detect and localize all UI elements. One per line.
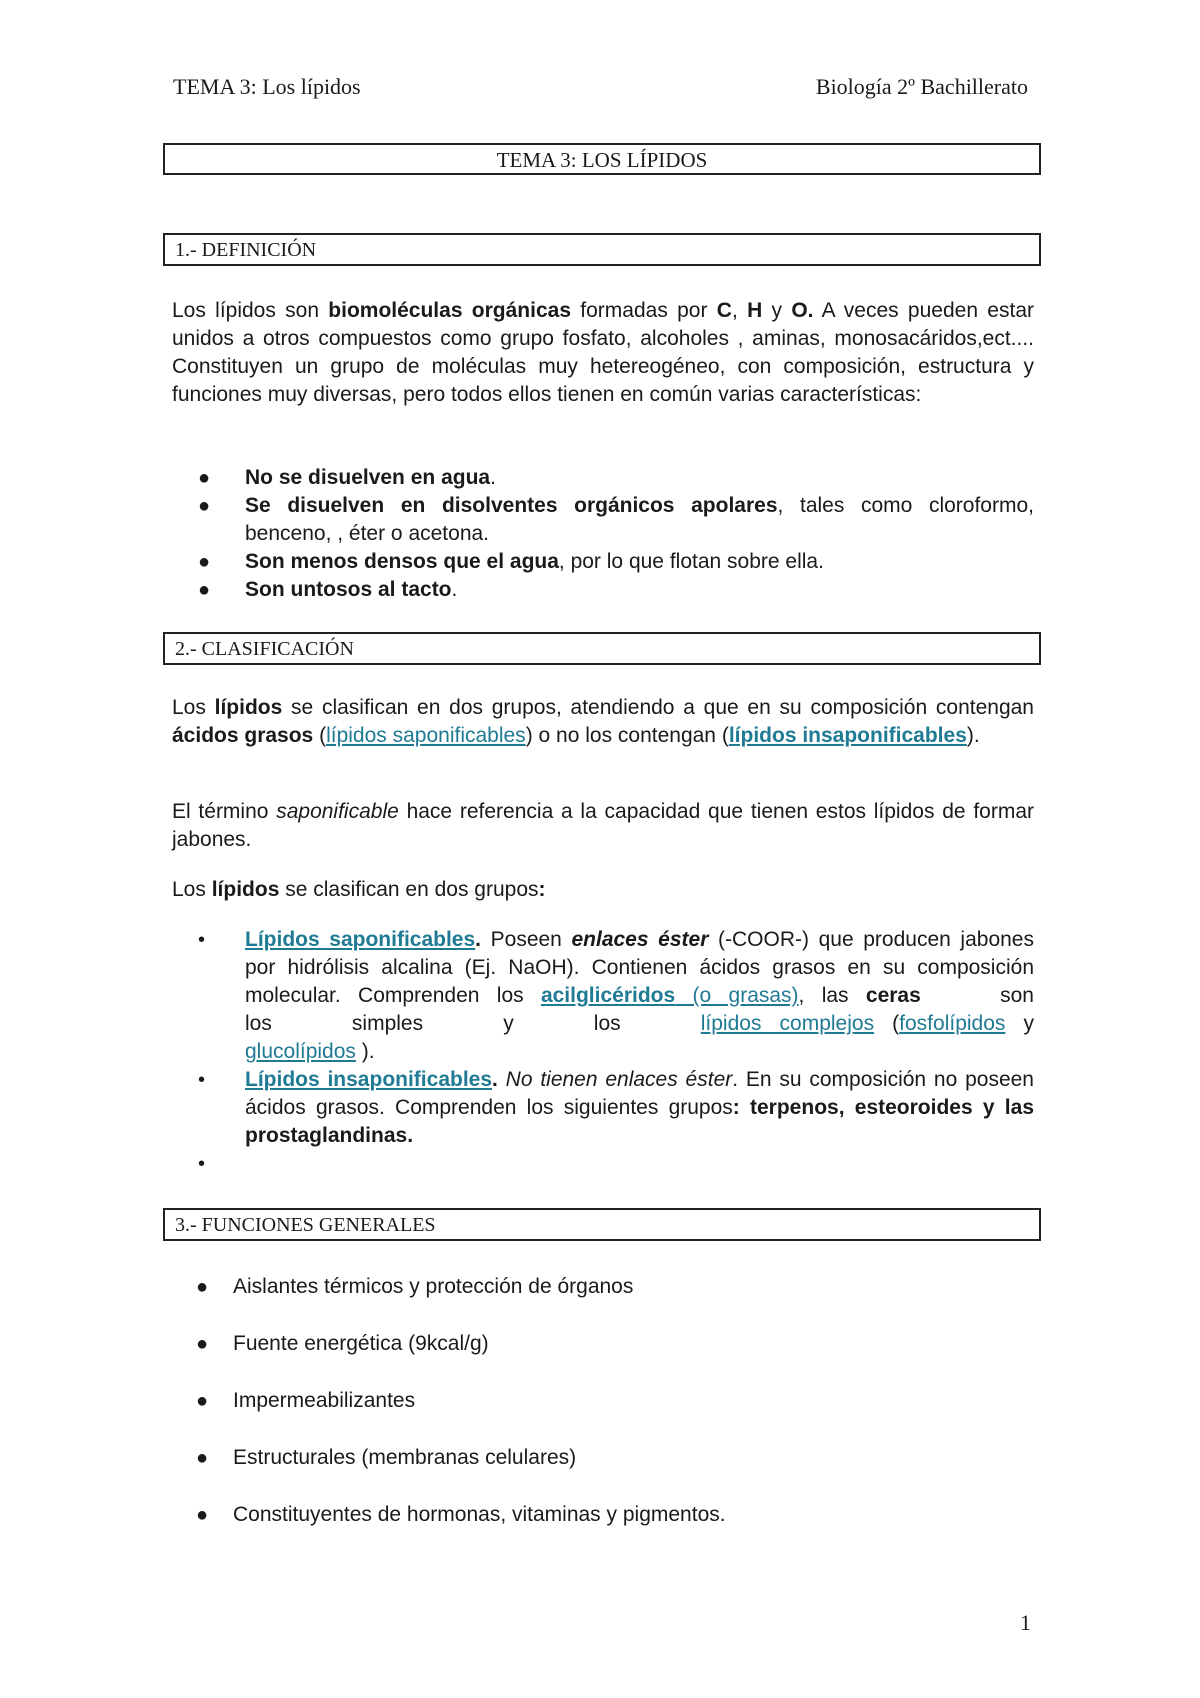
bullet-icon: ●: [198, 495, 211, 517]
bullet-icon: ●: [196, 1276, 209, 1298]
header-left: TEMA 3: Los lípidos: [173, 74, 361, 99]
page-number: 1: [1020, 1610, 1031, 1635]
bullet-icon: ●: [198, 467, 211, 489]
characteristics-list: [172, 464, 1034, 604]
glucolipidos-link[interactable]: glucolípidos: [245, 1040, 356, 1063]
grasas-link[interactable]: (o grasas): [675, 984, 799, 1007]
definition-paragraph: Los lípidos son biomoléculas orgánicas formadas por C, H y O. A veces pueden estar unidos a otros compuestos como grupo fosfato, alcoholes , aminas, monosacáridos,ect.... Constituyen un grupo de moléculas muy hetereogéneo, con composición, estructura y funciones muy diversas, pero todos ellos tienen en común varias características:: [172, 299, 1034, 406]
section-3-heading: 3.- FUNCIONES GENERALES: [163, 1208, 1041, 1241]
lipidos-saponificables-link[interactable]: Lípidos saponificables: [245, 928, 476, 951]
page-title: TEMA 3: LOS LÍPIDOS: [163, 143, 1041, 175]
bullet-icon: •: [198, 1153, 206, 1175]
list-item: ● Constituyentes de hormonas, vitaminas y pigmentos.: [172, 1501, 1034, 1558]
list-item: ● Fuente energética (9kcal/g): [172, 1330, 1034, 1387]
header-right: Biología 2º Bachillerato: [815, 74, 1028, 99]
bullet-icon: ●: [196, 1504, 209, 1526]
bullet-icon: ●: [196, 1390, 209, 1412]
saponifiable-link[interactable]: lípidos saponificables: [326, 724, 526, 747]
classification-paragraph: Los lípidos se clasifican en dos grupos, atendiendo a que en su composición contengan ácidos grasos (lípidos saponificables) o no los contengan (lípidos insaponificables).: [172, 696, 1034, 747]
section-1-heading: 1.- DEFINICIÓN: [163, 233, 1041, 266]
list-item-empty: [172, 1150, 1034, 1178]
fosfolipidos-link[interactable]: fosfolípidos: [899, 1012, 1006, 1035]
functions-list: [172, 1273, 1034, 1558]
list-item: ● Son menos densos que el agua, por lo que flotan sobre ella.: [172, 548, 1034, 576]
lipidos-insaponificables-link[interactable]: Lípidos insaponificables: [245, 1068, 493, 1091]
list-item: ● No se disuelven en agua.: [172, 464, 1034, 492]
list-item: ● Aislantes térmicos y protección de órganos: [172, 1273, 1034, 1330]
list-item: • Lípidos saponificables. Poseen enlaces éster (-COOR-) que producen jabones por hidrólisis alcalina (Ej. NaOH). Contienen ácidos grasos en su composición molecular. Comprenden los acilglicéridos (o grasas), las ceras son los simples y los lípidos complejos (fosfolípidos y glucolípidos ).: [198, 928, 1034, 1063]
list-item: ● Estructurales (membranas celulares): [172, 1444, 1034, 1501]
groups-paragraph: Los lípidos se clasifican en dos grupos:: [172, 878, 546, 901]
list-item: • Lípidos insaponificables. No tienen enlaces éster. En su composición no poseen ácidos grasos. Comprenden los siguientes grupos: terpenos, esteoroides y las prostaglandinas.: [198, 1068, 1034, 1147]
list-item: ● Se disuelven en disolventes orgánicos apolares, tales como cloroformo, benceno, , éter o acetona.: [198, 494, 1034, 545]
acilgliceridos-link[interactable]: acilglicéridos: [540, 984, 676, 1007]
bullet-icon: ●: [196, 1447, 209, 1469]
bullet-icon: ●: [198, 551, 211, 573]
groups-list: [172, 926, 1034, 1178]
bullet-icon: ●: [198, 579, 211, 601]
insaponifiable-link[interactable]: lípidos insaponificables: [728, 724, 967, 747]
section-2-heading: 2.- CLASIFICACIÓN: [163, 632, 1041, 665]
bullet-icon: •: [198, 929, 206, 951]
saponifiable-paragraph: El término saponificable hace referencia a la capacidad que tienen estos lípidos de formar jabones.: [172, 800, 1034, 851]
lipidos-complejos-link[interactable]: lípidos complejos: [700, 1012, 875, 1035]
bullet-icon: •: [198, 1069, 206, 1091]
list-item: ● Impermeabilizantes: [172, 1387, 1034, 1444]
bullet-icon: ●: [196, 1333, 209, 1355]
list-item: ● Son untosos al tacto.: [172, 576, 1034, 604]
